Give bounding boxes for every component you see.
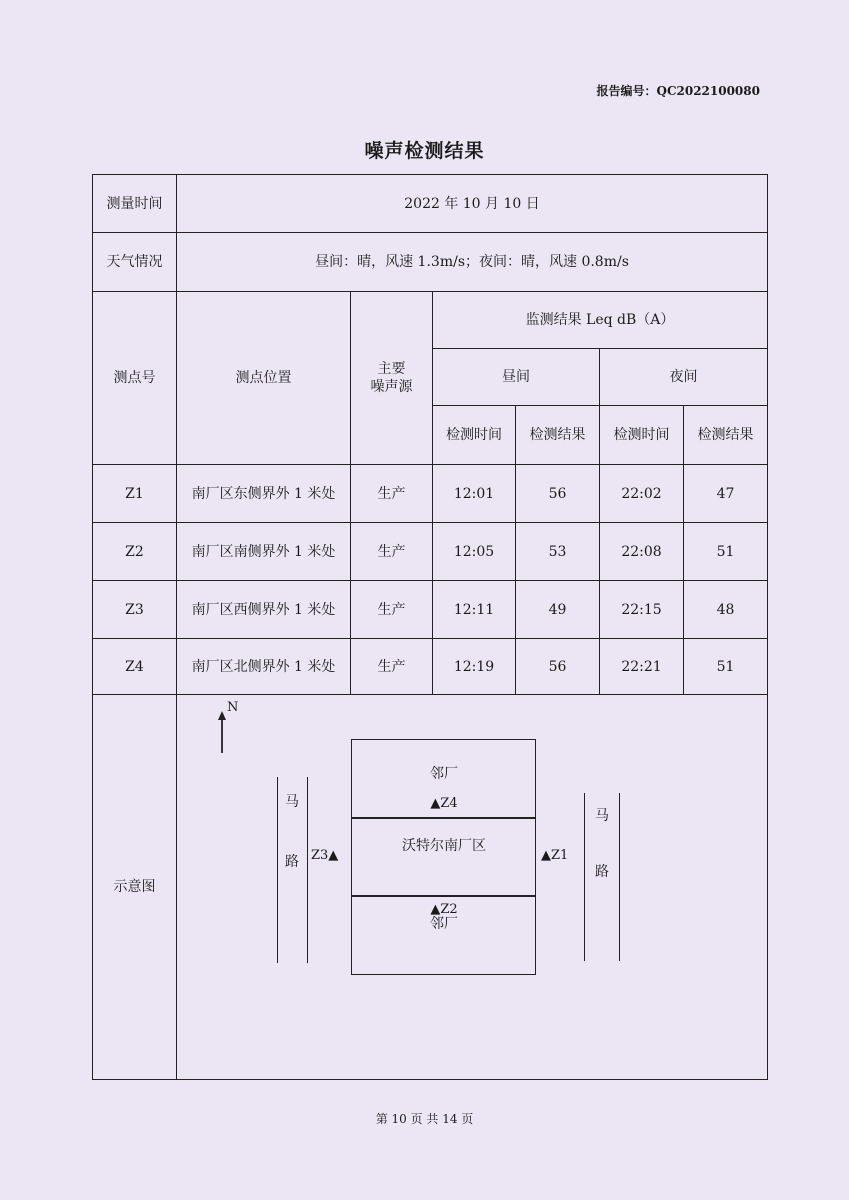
cell-day-result: 49 <box>516 581 600 639</box>
header-point-no: 测点号 <box>93 292 177 465</box>
header-result-group: 监测结果 Leq dB（A） <box>433 292 768 349</box>
cell-night-time: 22:08 <box>600 523 684 581</box>
cell-night-time: 22:15 <box>600 581 684 639</box>
road-line-left-outer <box>277 777 278 963</box>
report-number: 报告编号：QC2022100080 <box>596 84 760 98</box>
neighbor-bottom-label: 邻厂 <box>430 916 458 932</box>
cell-source: 生产 <box>351 639 433 695</box>
cell-day-result: 53 <box>516 523 600 581</box>
cell-location: 南厂区北侧界外 1 米处 <box>177 639 351 695</box>
cell-point: Z3 <box>93 581 177 639</box>
cell-night-result: 48 <box>684 581 768 639</box>
weather-value: 昼间：晴，风速 1.3m/s；夜间：晴，风速 0.8m/s <box>177 233 768 292</box>
table-row <box>93 581 768 639</box>
cell-night-result: 47 <box>684 465 768 523</box>
date-value: 2022 年 10 月 10 日 <box>177 175 768 233</box>
cell-location: 南厂区东侧界外 1 米处 <box>177 465 351 523</box>
header-day: 昼间 <box>433 349 600 406</box>
weather-label: 天气情况 <box>93 233 177 292</box>
cell-night-time: 22:02 <box>600 465 684 523</box>
z4-marker: ▲Z4 <box>430 796 458 811</box>
road-left-char-2: 路 <box>285 854 299 870</box>
page-footer: 第 10 页 共 14 页 <box>375 1112 474 1126</box>
north-label: N <box>227 700 239 715</box>
header-day-result: 检测结果 <box>516 406 600 465</box>
cell-day-time: 12:01 <box>433 465 516 523</box>
diagram-label: 示意图 <box>93 695 177 1080</box>
cell-source: 生产 <box>351 523 433 581</box>
road-right-char-2: 路 <box>595 864 609 880</box>
cell-day-time: 12:05 <box>433 523 516 581</box>
header-night-time: 检测时间 <box>600 406 684 465</box>
cell-night-result: 51 <box>684 639 768 695</box>
header-night: 夜间 <box>600 349 768 406</box>
cell-source: 生产 <box>351 465 433 523</box>
cell-day-time: 12:19 <box>433 639 516 695</box>
z2-marker: ▲Z2 <box>430 902 458 917</box>
cell-source: 生产 <box>351 581 433 639</box>
table-row <box>93 523 768 581</box>
z3-marker: Z3▲ <box>311 848 339 863</box>
road-left-char-1: 马 <box>285 794 299 810</box>
table-row <box>93 465 768 523</box>
header-day-time: 检测时间 <box>433 406 516 465</box>
header-night-result: 检测结果 <box>684 406 768 465</box>
header-source: 主要 噪声源 <box>351 292 433 465</box>
header-location: 测点位置 <box>177 292 351 465</box>
cell-point: Z2 <box>93 523 177 581</box>
table-row <box>93 639 768 695</box>
south-plant-area <box>351 817 536 897</box>
cell-day-result: 56 <box>516 639 600 695</box>
z1-marker: ▲Z1 <box>541 848 569 863</box>
site-diagram-cell <box>177 695 768 1080</box>
cell-point: Z4 <box>93 639 177 695</box>
noise-results-table <box>92 174 768 1080</box>
plant-label: 沃特尔南厂区 <box>402 838 486 854</box>
cell-night-result: 51 <box>684 523 768 581</box>
road-line-left-inner <box>307 777 308 963</box>
page-title: 噪声检测结果 <box>364 140 485 162</box>
cell-night-time: 22:21 <box>600 639 684 695</box>
road-line-right-inner <box>584 793 585 961</box>
cell-day-result: 56 <box>516 465 600 523</box>
north-arrow-icon <box>215 711 229 753</box>
cell-location: 南厂区西侧界外 1 米处 <box>177 581 351 639</box>
road-line-right-outer <box>619 793 620 961</box>
neighbor-top-label: 邻厂 <box>430 766 458 782</box>
road-right-char-1: 马 <box>595 808 609 824</box>
cell-location: 南厂区南侧界外 1 米处 <box>177 523 351 581</box>
cell-point: Z1 <box>93 465 177 523</box>
cell-day-time: 12:11 <box>433 581 516 639</box>
site-diagram <box>177 695 767 1078</box>
date-label: 测量时间 <box>93 175 177 233</box>
